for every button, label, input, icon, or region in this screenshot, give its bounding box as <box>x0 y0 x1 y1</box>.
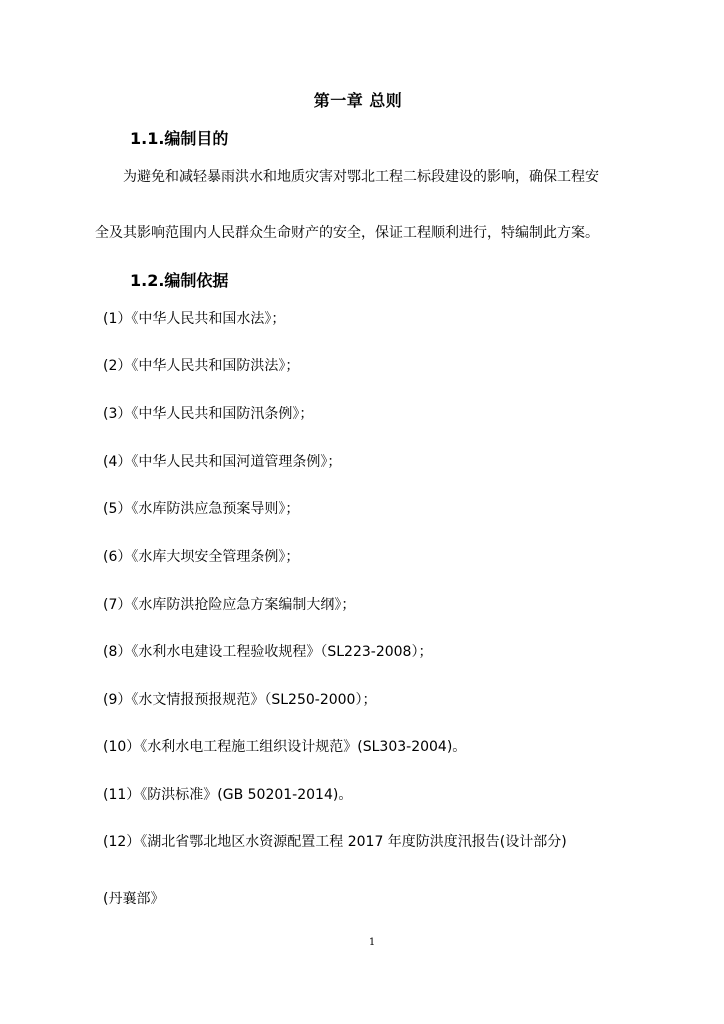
basis-list-item: (10）《水利水电工程施工组织设计规范》(SL303-2004)。 <box>103 739 467 755</box>
basis-list-item: (12）《湖北省鄂北地区水资源配置工程 2017 年度防洪度汛报告(设计部分) <box>103 834 567 850</box>
basis-list-item: (7）《水库防洪抢险应急方案编制大纲》； <box>103 597 356 613</box>
basis-list-item: (6）《水库大坝安全管理条例》； <box>103 549 300 565</box>
basis-list-item: (3）《中华人民共和国防汛条例》； <box>103 406 314 422</box>
purpose-paragraph-line-2: 全及其影响范围内人民群众生命财产的安全，保证工程顺利进行，特编制此方案。 <box>95 225 599 241</box>
basis-list-item: (4）《中华人民共和国河道管理条例》； <box>103 454 342 470</box>
basis-list-item: (8）《水利水电建设工程验收规程》（SL223-2008）； <box>103 644 433 660</box>
basis-list-item: (5）《水库防洪应急预案导则》； <box>103 501 300 517</box>
basis-list-item: (2）《中华人民共和国防洪法》； <box>103 358 300 374</box>
basis-list-item: (11）《防洪标准》(GB 50201-2014)。 <box>103 787 353 803</box>
chapter-title: 第一章 总则 <box>313 91 403 110</box>
basis-list-item: (9）《水文情报预报规范》（SL250-2000）； <box>103 692 377 708</box>
page-number: 1 <box>368 937 376 948</box>
basis-list-item-continuation: (丹襄部》 <box>103 891 165 907</box>
section-heading-purpose: 1.1.编制目的 <box>130 129 229 148</box>
section-heading-basis: 1.2.编制依据 <box>130 271 229 290</box>
basis-list-item: (1）《中华人民共和国水法》； <box>103 311 286 327</box>
purpose-paragraph-line-1: 为避免和减轻暴雨洪水和地质灾害对鄂北工程二标段建设的影响，确保工程安 <box>123 169 599 185</box>
